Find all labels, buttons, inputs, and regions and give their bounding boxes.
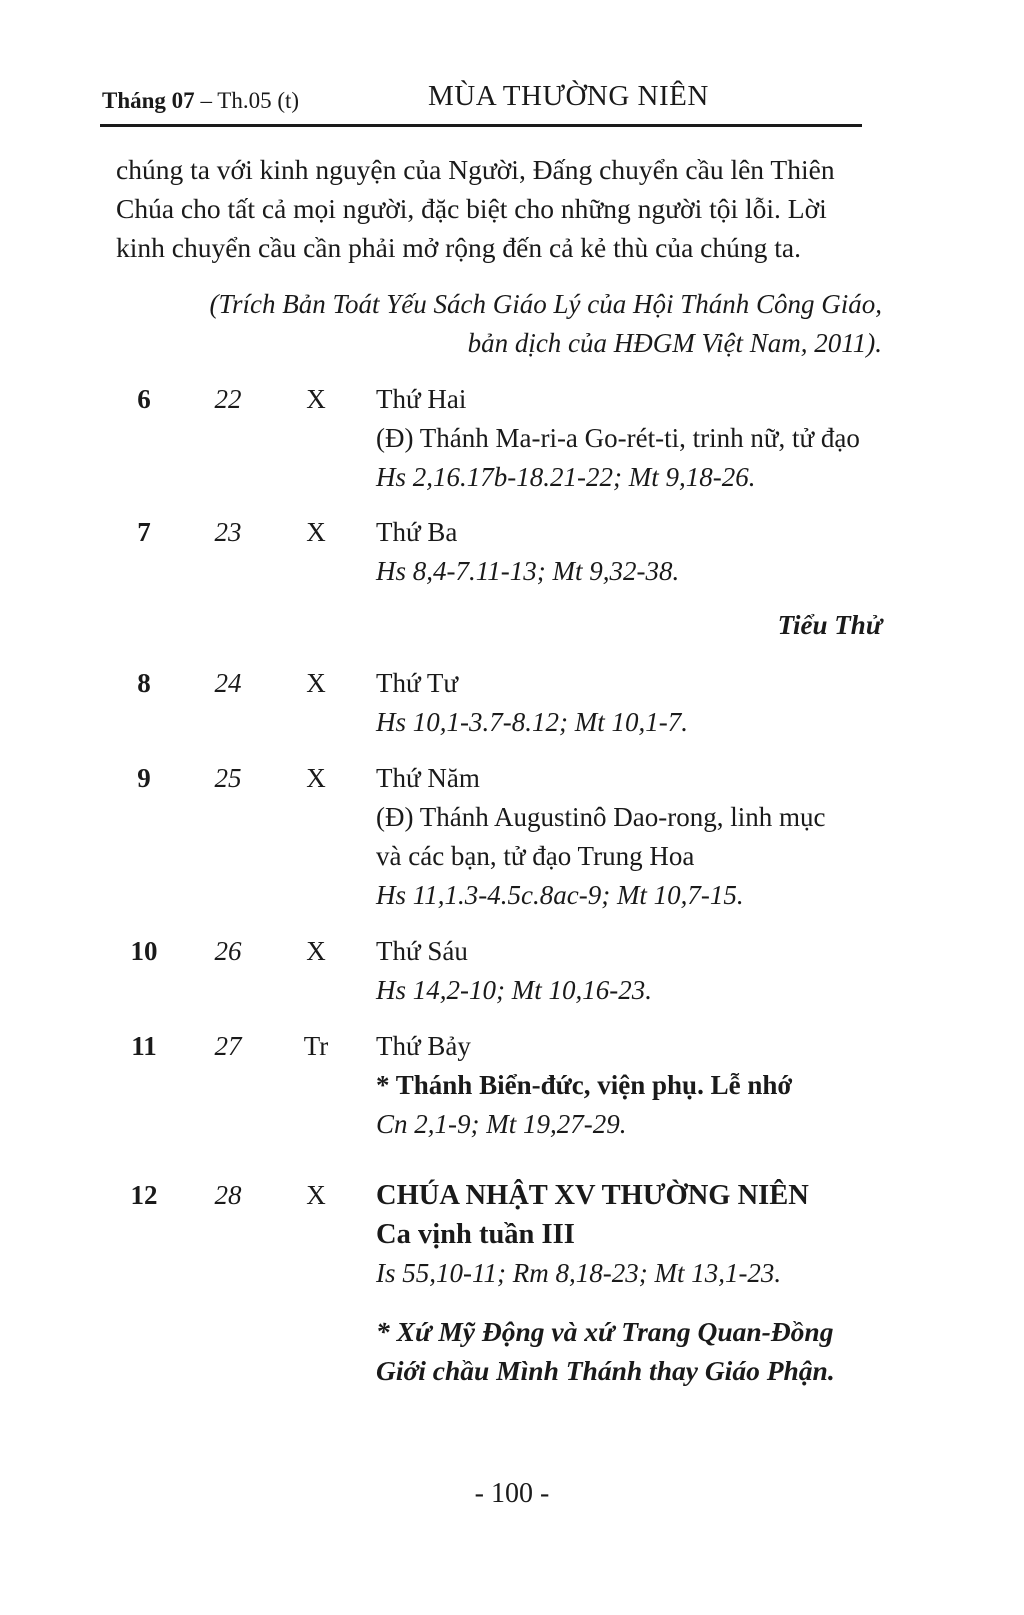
footnote: [376, 1312, 835, 1390]
lunar-day: 22: [214, 384, 242, 414]
day-number: 11: [131, 1031, 157, 1061]
liturgical-color: X: [306, 936, 326, 966]
header-month-label: Tháng 07: [102, 88, 195, 113]
readings: Is 55,10-11; Rm 8,18-23; Mt 13,1-23.: [376, 1258, 782, 1288]
intro-paragraph: [116, 150, 886, 267]
liturgical-color: X: [306, 1180, 326, 1210]
feast: (Đ) Thánh Ma-ri-a Go-rét-ti, trinh nữ, tử đạo: [376, 423, 860, 453]
header-month: [102, 88, 299, 114]
lunar-day: 26: [214, 936, 242, 966]
footnote-line: Giới chầu Mình Thánh thay Giáo Phận.: [376, 1355, 835, 1386]
entry-description: [376, 513, 896, 591]
readings: Cn 2,1-9; Mt 19,27-29.: [376, 1109, 627, 1139]
liturgical-color: X: [306, 668, 326, 698]
entry-description: [376, 932, 896, 1010]
feast: (Đ) Thánh Augustinô Dao-rong, linh mục: [376, 802, 826, 832]
readings: Hs 8,4-7.11-13; Mt 9,32-38.: [376, 556, 680, 586]
day-number: 7: [137, 517, 151, 547]
header-week-label: – Th.05 (t): [194, 88, 300, 113]
entry-description: [376, 759, 896, 915]
liturgical-color: X: [306, 763, 326, 793]
readings: Hs 11,1.3-4.5c.8ac-9; Mt 10,7-15.: [376, 880, 744, 910]
lunar-day: 28: [214, 1180, 242, 1210]
weekday: Thứ Bảy: [376, 1031, 471, 1061]
page-number: - 100 -: [474, 1478, 550, 1509]
day-number: 12: [130, 1180, 158, 1210]
entry-description: [376, 380, 896, 497]
citation-line: bản dịch của HĐGM Việt Nam, 2011).: [467, 328, 882, 358]
readings: Hs 10,1-3.7-8.12; Mt 10,1-7.: [376, 707, 688, 737]
day-number: 9: [137, 763, 151, 793]
tieu-thu-note: Tiểu Thử: [777, 610, 882, 640]
feast-continued: và các bạn, tử đạo Trung Hoa: [376, 841, 695, 871]
entry-description: [376, 1176, 896, 1293]
citation-line: (Trích Bản Toát Yếu Sách Giáo Lý của Hội Thánh Công Giáo,: [209, 289, 882, 319]
paragraph-line: Chúa cho tất cả mọi người, đặc biệt cho những người tội lỗi. Lời: [116, 193, 827, 224]
weekday: Thứ Năm: [376, 763, 480, 793]
feast: * Thánh Biển-đức, viện phụ. Lễ nhớ: [376, 1070, 793, 1100]
weekday: Thứ Ba: [376, 517, 458, 547]
lunar-day: 27: [214, 1031, 242, 1061]
entry-description: [376, 664, 896, 742]
page-header: [100, 78, 862, 127]
lunar-day: 24: [214, 668, 242, 698]
liturgical-color: Tr: [303, 1031, 329, 1061]
weekday: CHÚA NHẬT XV THƯỜNG NIÊN: [376, 1180, 809, 1211]
weekday: Thứ Hai: [376, 384, 467, 414]
liturgical-color: X: [306, 384, 326, 414]
feast: Ca vịnh tuần III: [376, 1219, 575, 1250]
readings: Hs 14,2-10; Mt 10,16-23.: [376, 975, 652, 1005]
weekday: Thứ Sáu: [376, 936, 468, 966]
citation: [209, 285, 882, 363]
day-number: 6: [137, 384, 151, 414]
lunar-day: 23: [214, 517, 242, 547]
liturgical-color: X: [306, 517, 326, 547]
readings: Hs 2,16.17b-18.21-22; Mt 9,18-26.: [376, 462, 756, 492]
day-number: 8: [137, 668, 151, 698]
day-number: 10: [130, 936, 158, 966]
header-title: MÙA THƯỜNG NIÊN: [428, 80, 709, 112]
paragraph-line: kinh chuyển cầu cần phải mở rộng đến cả kẻ thù của chúng ta.: [116, 232, 801, 263]
paragraph-line: chúng ta với kinh nguyện của Người, Đấng chuyển cầu lên Thiên: [116, 154, 835, 185]
weekday: Thứ Tư: [376, 668, 459, 698]
footnote-line: * Xứ Mỹ Động và xứ Trang Quan-Đồng: [376, 1316, 834, 1347]
entry-description: [376, 1027, 896, 1144]
lunar-day: 25: [214, 763, 242, 793]
